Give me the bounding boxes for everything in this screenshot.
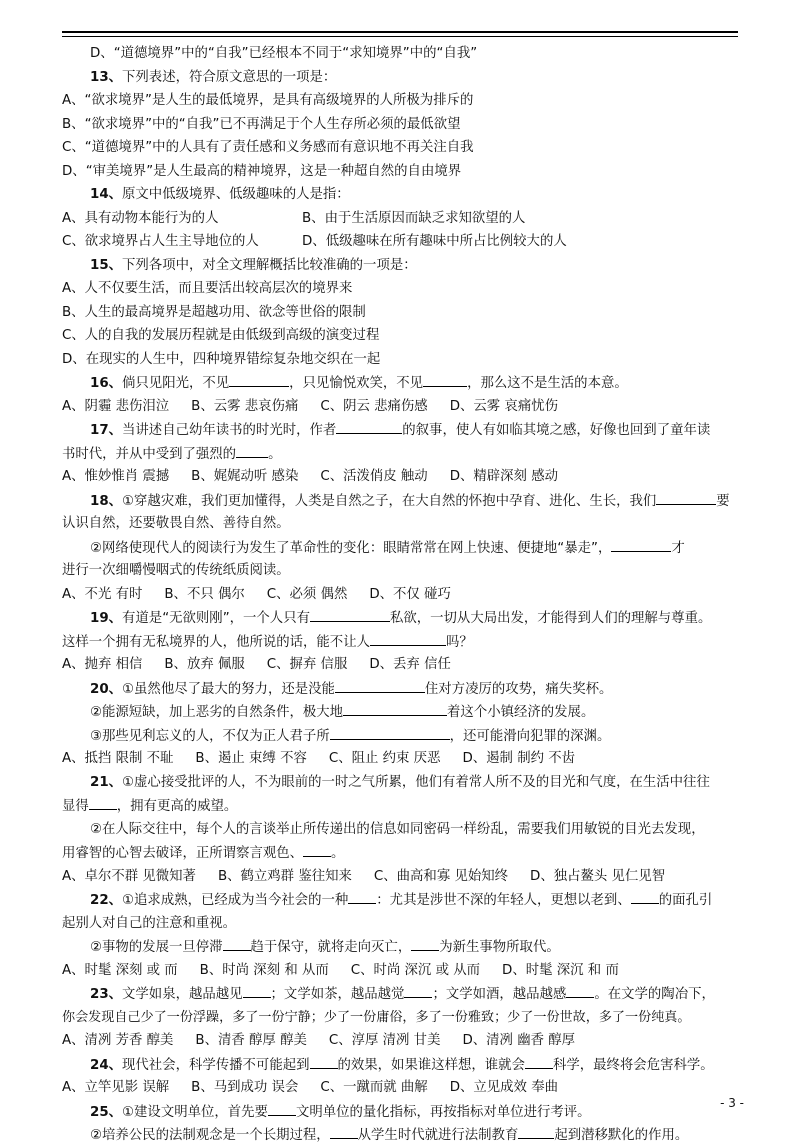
blank: [268, 1100, 296, 1116]
text: ①追求成熟，已经成为当今社会的一种: [122, 893, 349, 908]
question-16: [62, 371, 748, 395]
option-b: B、放弃 佩服: [164, 657, 245, 672]
q16-options: [62, 395, 748, 419]
option-d: D、清冽 幽香 醇厚: [462, 1033, 576, 1048]
q13-option-d: D、“审美境界”是人生最高的精神境界，这是一种超自然的自由境界: [62, 163, 462, 179]
header-rule-thin: [62, 36, 738, 37]
question-20: [62, 677, 748, 701]
text: 住对方凌厉的攻势，痛失奖杯。: [424, 681, 613, 697]
option-c: C、必须 偶然: [266, 586, 348, 602]
question-15: [62, 254, 748, 278]
question-25-part-2: [62, 1123, 748, 1147]
blank: [335, 677, 425, 693]
question-stem: 原文中低级境界、低级趣味的人是指：: [122, 187, 350, 202]
question-14: [62, 183, 748, 207]
option-a: A、惟妙惟肖 震撼: [62, 469, 170, 484]
option-c: C、曲高和寡 见始知终: [373, 868, 509, 884]
question-18-part-2-cont: 进行一次细嚼慢咽式的传统纸质阅读。: [62, 563, 290, 578]
text: 文明单位的量化指标，再按指标对单位进行考评。: [295, 1104, 591, 1120]
option-d: D、时髦 深沉 和 而: [502, 962, 619, 978]
text: 。: [268, 446, 282, 462]
question-number: 15、: [90, 257, 123, 273]
option-b: B、云雾 悲哀伤痛: [191, 398, 299, 414]
blank: [89, 794, 117, 810]
blank: [310, 1053, 338, 1069]
text: 。: [331, 846, 345, 861]
text: ，那么这不是生活的本意。: [467, 376, 628, 391]
text: ；文学如酒，越品越感: [432, 987, 567, 1002]
text: 的效果，如果谁这样想，谁就会: [337, 1057, 525, 1073]
option-c: C、阴云 悲痛伤感: [320, 398, 428, 414]
option-c: C、摒弃 信服: [266, 657, 348, 672]
blank: [423, 371, 467, 387]
text: 现代社会，科学传播不可能起到: [122, 1057, 310, 1073]
text: 才: [671, 540, 685, 556]
question-19-cont: [62, 630, 748, 654]
blank: [343, 700, 447, 716]
question-19: [62, 606, 748, 630]
question-number: 22、: [90, 893, 123, 908]
q20-options: [62, 747, 748, 771]
question-21-part-2-cont: [62, 841, 748, 865]
option-b: B、娓娓动听 感染: [191, 469, 299, 484]
option-b: B、遏止 束缚 不容: [195, 751, 307, 766]
q22-options: [62, 959, 748, 983]
question-17: [62, 418, 748, 442]
option-c: C、淳厚 清冽 甘美: [328, 1033, 441, 1048]
q14-option-d: D、低级趣味在所有趣味中所占比例较大的人: [302, 234, 567, 249]
question-24: [62, 1053, 748, 1077]
question-number: 13、: [90, 69, 123, 85]
option-c: C、活泼俏皮 触动: [320, 469, 428, 484]
q24-options: [62, 1076, 748, 1100]
question-number: 16、: [90, 376, 123, 391]
question-number: 24、: [90, 1057, 123, 1073]
q15-option-d: D、在现实的人生中，四种境界错综复杂地交织在一起: [62, 351, 381, 367]
option-c: C、时尚 深沉 或 从而: [350, 962, 481, 978]
q13-option-c: C、“道德境界”中的人具有了责任感和义务感而有意识地不再关注自我: [62, 140, 474, 155]
question-21-cont: [62, 794, 748, 818]
text: ③那些见利忘义的人，不仅为正人君子所: [90, 728, 330, 744]
question-20-part-3: [62, 724, 748, 748]
option-d: D、精辟深刻 感动: [449, 469, 558, 484]
text: 倘只见阳光，不见: [122, 376, 230, 391]
blank: [348, 888, 376, 904]
text: 起到潜移默化的作用。: [554, 1128, 689, 1143]
q14-options-row-1: [62, 207, 748, 231]
question-number: 18、: [90, 493, 123, 509]
question-18-cont: 认识自然，还要敬畏自然、善待自然。: [62, 516, 290, 531]
q13-option-b: B、“欲求境界”中的“自我”已不再满足于个人生存所必须的最低欲望: [62, 116, 461, 132]
blank: [411, 935, 439, 951]
text: 这样一个拥有无私境界的人，他所说的话，能不让人: [62, 634, 370, 650]
option-a: A、立竿见影 误解: [62, 1080, 170, 1095]
blank: [611, 536, 671, 552]
question-23: [62, 982, 748, 1006]
question-number: 19、: [90, 611, 123, 626]
blank: [518, 1123, 554, 1139]
option-c: C、一蹴而就 曲解: [320, 1080, 428, 1095]
question-18-part-2: [62, 536, 748, 560]
text: 着这个小镇经济的发展。: [447, 705, 595, 720]
text: ①穿越灾难，我们更加懂得，人类是自然之子，在大自然的怀抱中孕育、进化、生长，我们: [122, 493, 657, 509]
blank: [303, 841, 331, 857]
text: ，只见愉悦欢笑，不见: [289, 376, 424, 391]
text: 的叙事，使人有如临其境之感，好像也回到了童年读: [402, 423, 711, 438]
blank: [236, 442, 268, 458]
q12-option-d: D、“道德境界”中的“自我”已经根本不同于“求知境界”中的“自我”: [90, 46, 478, 61]
question-25: [62, 1100, 748, 1124]
option-a: A、卓尔不群 见微知著: [62, 868, 196, 884]
q13-option-a: A、“欲求境界”是人生的最低境界，是具有高级境界的人所极为排斥的: [62, 93, 474, 108]
question-number: 14、: [90, 187, 123, 202]
text: 有道是“无欲则刚”，一个人只有: [122, 611, 310, 626]
text: 用睿智的心智去破译，正所谓察言观色、: [62, 846, 304, 861]
text: ；文学如茶，越品越觉: [270, 987, 405, 1002]
text: 的面孔引: [658, 893, 713, 908]
text: ，拥有更高的威望。: [116, 799, 238, 814]
text: 吗？: [445, 634, 473, 650]
blank: [243, 982, 271, 998]
blank: [336, 418, 402, 434]
question-22-part-2: [62, 935, 748, 959]
text: ②网络使现代人的阅读行为发生了革命性的变化：眼睛常常在网上快速、便捷地“暴走”，: [90, 540, 612, 556]
blank: [404, 982, 432, 998]
document-body: [62, 42, 748, 1147]
option-d: D、云雾 哀痛忧伤: [449, 398, 558, 414]
question-18: [62, 489, 748, 513]
text: 书时代，并从中受到了强烈的: [62, 446, 237, 462]
option-d: D、立见成效 奉曲: [449, 1080, 558, 1095]
option-a: A、抛弃 相信: [62, 657, 143, 672]
q18-options: [62, 583, 748, 607]
text: ②能源短缺，加上恶劣的自然条件，极大地: [90, 705, 344, 720]
option-c: C、阻止 约束 厌恶: [328, 751, 441, 766]
question-stem: 下列表述，符合原文意思的一项是：: [122, 69, 337, 85]
question-21-part-2: ②在人际交往中，每个人的言谈举止所传递出的信息如同密码一样纷乱，需要我们用敏锐的目光去发现，: [90, 821, 705, 837]
q15-option-c: C、人的自我的发展历程就是由低级到高级的演变过程: [62, 328, 380, 343]
text: ①建设文明单位，首先要: [122, 1104, 268, 1120]
question-20-part-2: [62, 700, 748, 724]
text: ②事物的发展一旦停滞: [90, 940, 223, 955]
text: ①虚心接受批评的人，不为眼前的一时之气所累，他们有着常人所不及的目光和气度，在生活中往往: [122, 774, 710, 790]
blank: [223, 935, 251, 951]
q21-options: [62, 865, 748, 889]
blank: [330, 1123, 358, 1139]
text: 显得: [62, 799, 89, 814]
option-b: B、不只 偶尔: [164, 586, 245, 602]
text: 为新生事物所取代。: [439, 940, 560, 955]
q15-option-a: A、人不仅要生活，而且要活出较高层次的境界来: [62, 281, 353, 296]
option-d: D、不仅 碰巧: [369, 586, 451, 602]
question-13: [62, 66, 748, 90]
option-a: A、不光 有时: [62, 586, 143, 602]
question-22: [62, 888, 748, 912]
blank: [229, 371, 289, 387]
q14-option-a: A、具有动物本能行为的人: [62, 210, 219, 226]
question-21: [62, 771, 748, 795]
option-a: A、抵挡 限制 不耻: [62, 751, 174, 766]
question-stem: 下列各项中，对全文理解概括比较准确的一项是：: [122, 257, 417, 273]
question-number: 25、: [90, 1104, 123, 1120]
text: 趋于保守，就将走向灭亡，: [250, 940, 412, 955]
blank: [370, 630, 446, 646]
q15-option-b: B、人生的最高境界是超越功用、欲念等世俗的限制: [62, 304, 366, 320]
blank: [310, 606, 390, 622]
text: ，还可能滑向犯罪的深渊。: [449, 728, 611, 744]
option-b: B、时尚 深刻 和 从而: [199, 962, 329, 978]
q17-options: [62, 465, 748, 489]
question-22-cont: 起别人对自己的注意和重视。: [62, 915, 237, 931]
blank: [525, 1053, 553, 1069]
question-number: 21、: [90, 774, 123, 790]
page-number: - 3 -: [720, 1096, 744, 1110]
q23-options: [62, 1029, 748, 1053]
question-23-cont: 你会发现自己少了一份浮躁，多了一份宁静；少了一份庸俗，多了一份雅致；少了一份世故，多了一份纯真。: [62, 1009, 691, 1025]
text: ：尤其是涉世不深的年轻人，更想以老到、: [376, 893, 631, 908]
blank: [330, 724, 450, 740]
option-b: B、清香 醇厚 醇美: [195, 1033, 307, 1048]
question-number: 23、: [90, 987, 123, 1002]
text: 私欲，一切从大局出发，才能得到人们的理解与尊重。: [389, 611, 712, 626]
option-a: A、阴霾 悲伤泪泣: [62, 398, 170, 414]
text: 文学如泉，越品越见: [122, 987, 243, 1002]
q19-options: [62, 653, 748, 677]
text: 当讲述自己幼年读书的时光时，作者: [122, 423, 337, 438]
text: 科学，最终将会危害科学。: [552, 1057, 714, 1073]
text: 从学生时代就进行法制教育: [357, 1128, 519, 1143]
option-b: B、鹤立鸡群 鉴往知来: [217, 868, 352, 884]
option-d: D、独占鳌头 见仁见智: [530, 868, 666, 884]
question-number: 20、: [90, 681, 123, 697]
blank: [566, 982, 594, 998]
q14-options-row-2: [62, 230, 748, 254]
text: 。在文学的陶冶下，: [594, 987, 715, 1002]
question-number: 17、: [90, 423, 123, 438]
option-d: D、遏制 制约 不齿: [462, 751, 576, 766]
option-a: A、清冽 芳香 醇美: [62, 1033, 174, 1048]
blank: [656, 489, 716, 505]
header-rule-thick: [62, 31, 738, 33]
option-b: B、马到成功 误会: [191, 1080, 299, 1095]
blank: [631, 888, 659, 904]
option-a: A、时髦 深刻 或 而: [62, 962, 178, 978]
q14-option-b: B、由于生活原因而缺乏求知欲望的人: [302, 210, 526, 226]
question-17-cont: [62, 442, 748, 466]
text: 要: [716, 493, 730, 509]
text: ②培养公民的法制观念是一个长期过程，: [90, 1128, 330, 1143]
text: ①虽然他尽了最大的努力，还是没能: [122, 681, 335, 697]
q14-option-c: C、欲求境界占人生主导地位的人: [62, 234, 259, 249]
option-d: D、丢弃 信任: [369, 657, 451, 672]
